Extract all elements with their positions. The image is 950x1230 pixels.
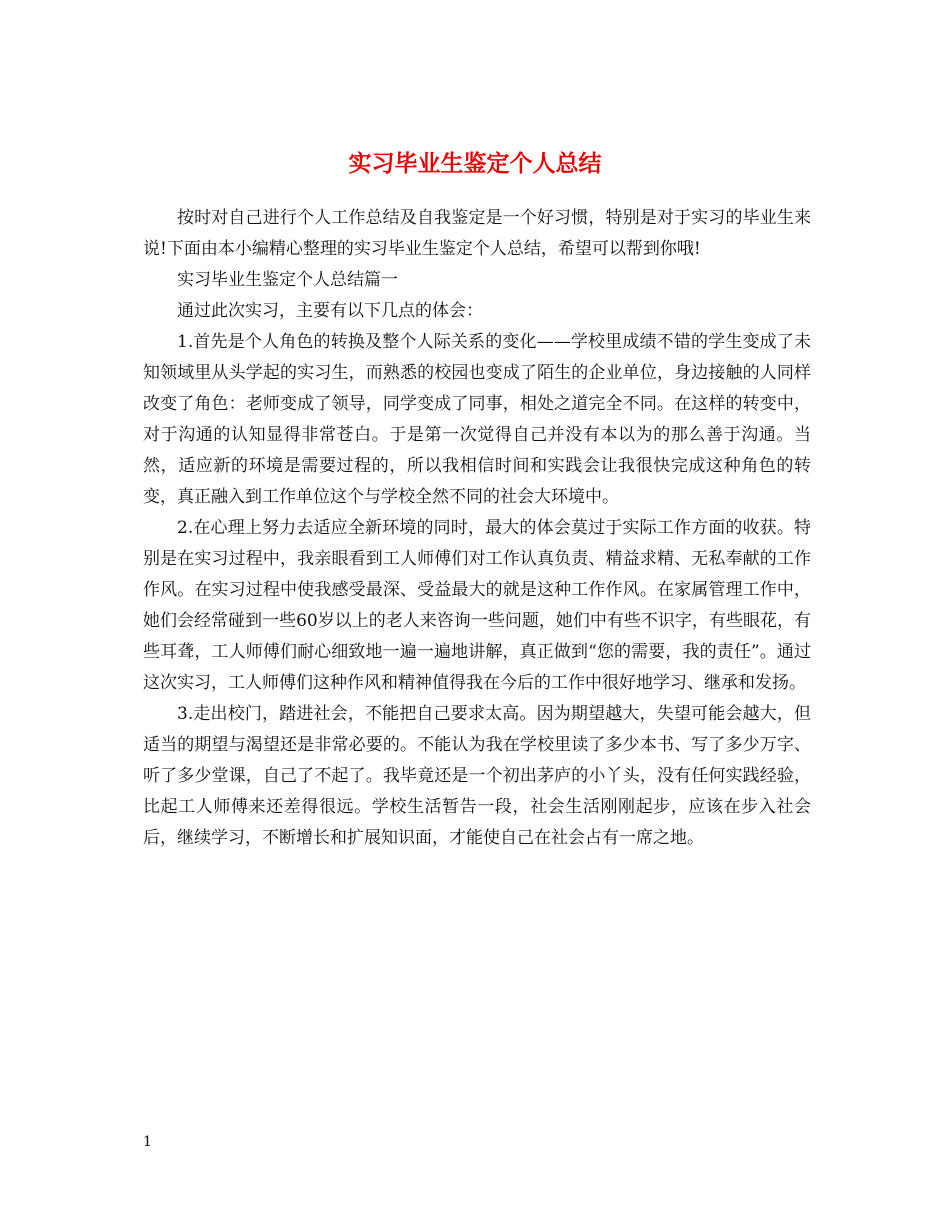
point-2-paragraph: 2.在心理上努力去适应全新环境的同时，最大的体会莫过于实际工作方面的收获。特别是在实习过程中，我亲眼看到工人师傅们对工作认真负责、精益求精、无私奉献的工作作风。在实习过程中使我感受最深、受益最大的就是这种工作作风。在家属管理工作中，她们会经常碰到一些60岁以上的老人来咨询一些问题，她们中有些不识字，有些眼花，有些耳聋，工人师傅们耐心细致地一遍一遍地讲解，真正做到“您的需要，我的责任”。通过这次实习，工人师傅们这种作风和精神值得我在今后的工作中很好地学习、继承和发扬。 — [143, 518, 811, 693]
intro-paragraph: 按时对自己进行个人工作总结及自我鉴定是一个好习惯，特别是对于实习的毕业生来说!下面由本小编精心整理的实习毕业生鉴定个人总结，希望可以帮到你哦! — [143, 208, 811, 259]
section-heading: 实习毕业生鉴定个人总结篇一 — [177, 270, 398, 290]
document-body — [143, 203, 811, 854]
page-number: 1 — [143, 1134, 152, 1150]
document-title: 实习毕业生鉴定个人总结 — [348, 150, 602, 178]
point-1-paragraph: 1.首先是个人角色的转换及整个人际关系的变化——学校里成绩不错的学生变成了未知领域里从头学起的实习生，而熟悉的校园也变成了陌生的企业单位，身边接触的人同样改变了角色：老师变成了领导，同学变成了同事，相处之道完全不同。在这样的转变中，对于沟通的认知显得非常苍白。于是第一次觉得自己并没有本以为的那么善于沟通。当然，适应新的环境是需要过程的，所以我相信时间和实践会让我很快完成这种角色的转变，真正融入到工作单位这个与学校全然不同的社会大环境中。 — [143, 332, 811, 507]
point-3-paragraph: 3.走出校门，踏进社会，不能把自己要求太高。因为期望越大，失望可能会越大，但适当的期望与渴望还是非常必要的。不能认为我在学校里读了多少本书、写了多少万字、听了多少堂课，自己了不起了。我毕竟还是一个初出茅庐的小丫头，没有任何实践经验，比起工人师傅来还差得很远。学校生活暂告一段，社会生活刚刚起步，应该在步入社会后，继续学习，不断增长和扩展知识面，才能使自己在社会占有一席之地。 — [143, 704, 811, 848]
experience-intro-paragraph: 通过此次实习，主要有以下几点的体会： — [177, 301, 483, 321]
